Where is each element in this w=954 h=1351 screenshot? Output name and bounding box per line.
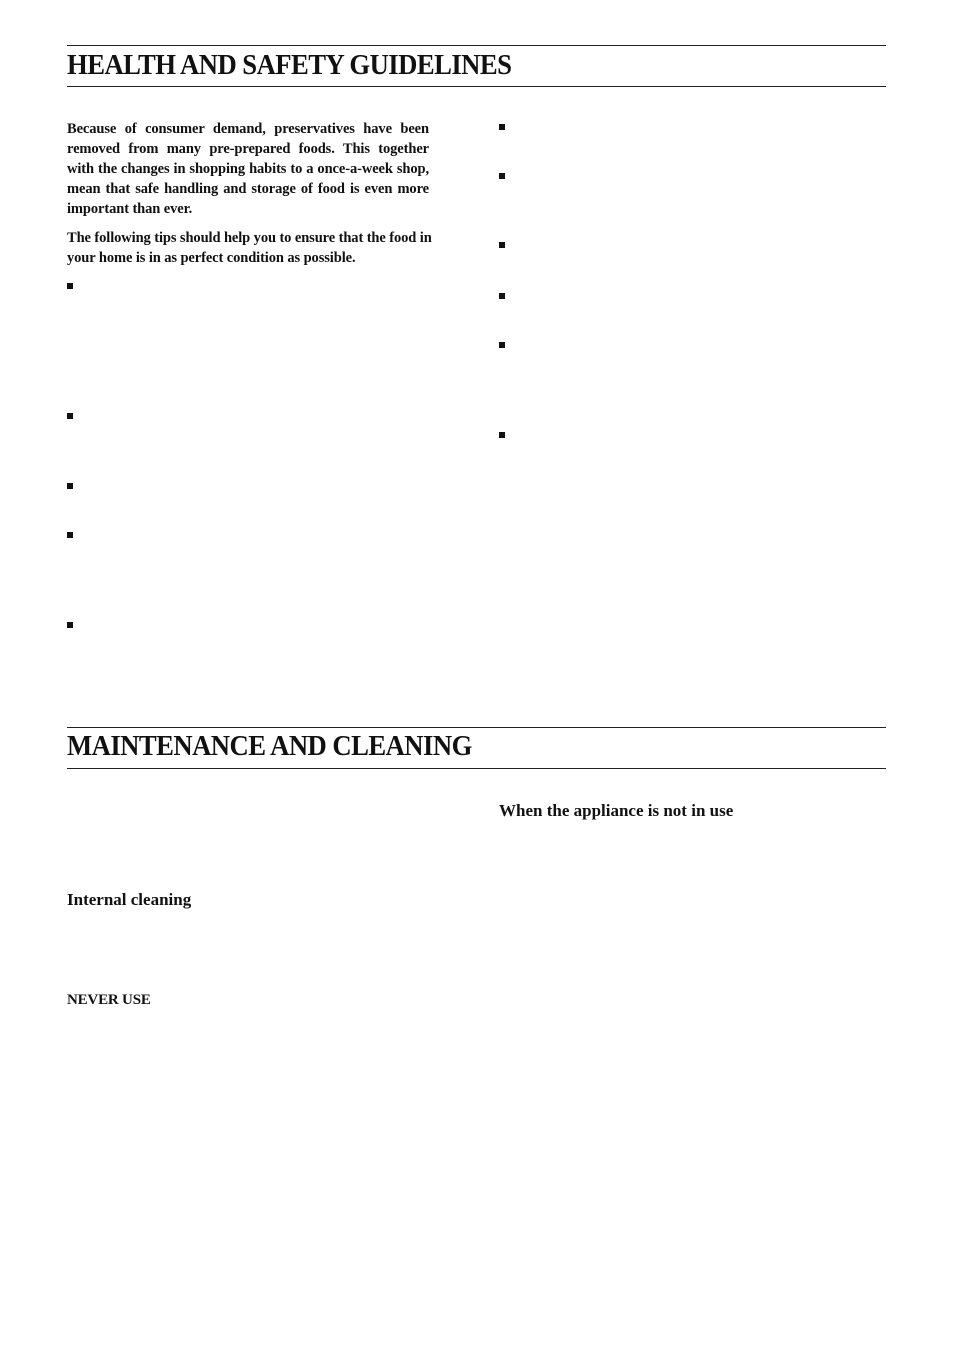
maintenance-title-underline — [67, 768, 886, 769]
intro-paragraph: Because of consumer demand, preservatives have been removed from many pre-prepared foods. This together with the changes in shopping habits to a once-a-week shop, mean that safe handling and storage of food is even more important than ever. — [67, 121, 429, 217]
bullet-marker — [67, 532, 73, 538]
tips-paragraph: The following tips should help you to ensure that the food in your home is in as perfect condition as possible. — [67, 230, 432, 266]
health-safety-title: HEALTH AND SAFETY GUIDELINES — [67, 49, 512, 81]
bullet-marker — [499, 432, 505, 438]
never-use-text: NEVER USE — [67, 992, 151, 1008]
maintenance-cleaning-title: MAINTENANCE AND CLEANING — [67, 730, 472, 762]
bullet-marker — [499, 242, 505, 248]
not-in-use-heading: When the appliance is not in use — [499, 801, 734, 820]
bullet-marker — [499, 342, 505, 348]
health-title-underline — [67, 86, 886, 87]
maintenance-top-rule — [67, 727, 886, 728]
top-rule — [67, 45, 886, 46]
internal-cleaning-heading: Internal cleaning — [67, 890, 192, 909]
bullet-marker — [67, 483, 73, 489]
bullet-marker — [499, 173, 505, 179]
bullet-marker — [499, 293, 505, 299]
bullet-marker — [499, 124, 505, 130]
bullet-marker — [67, 622, 73, 628]
bullet-marker — [67, 413, 73, 419]
bullet-marker — [67, 283, 73, 289]
